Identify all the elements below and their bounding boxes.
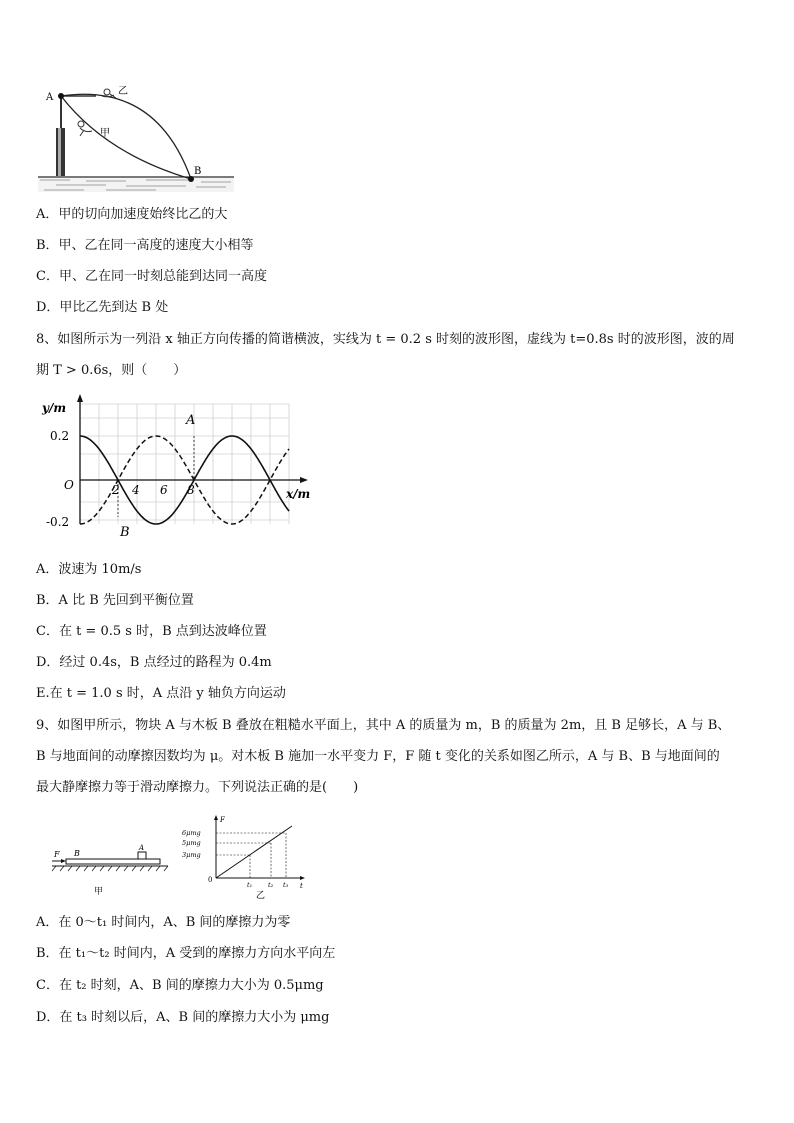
q9-option-d: D．在 t₃ 时刻以后，A、B 间的摩擦力大小为 μmg — [36, 1010, 330, 1025]
q9-option-b: B．在 t₁～t₂ 时间内，A 受到的摩擦力方向水平向左 — [36, 946, 336, 961]
force-time-graph — [180, 812, 310, 900]
y-tick-bottom: -0.2 — [46, 515, 70, 529]
x-tick-4: 4 — [132, 483, 140, 497]
q9-stem-line1: 9、如图甲所示，物块 A 与木板 B 叠放在粗糙水平面上，其中 A 的质量为 m，B 的质量为 2m，且 B 足够长，A 与 B、 — [36, 718, 731, 733]
q8-option-b: B．A 比 B 先回到平衡位置 — [36, 593, 194, 608]
q9-option-c: C．在 t₂ 时刻，A、B 间的摩擦力大小为 0.5μmg — [36, 978, 324, 993]
block-A-label: A — [139, 844, 145, 852]
q9-stem-line2: B 与地面间的动摩擦因数均为 μ。对木板 B 施加一水平变力 F，F 随 t 变化的关系如图乙所示，A 与 B、B 与地面间的 — [36, 749, 720, 764]
point-A-label: A — [186, 413, 196, 428]
q9-option-a: A．在 0～t₁ 时间内，A、B 间的摩擦力为零 — [36, 915, 291, 930]
tick-t3: t₃ — [283, 881, 289, 889]
axis-F-label: F — [220, 816, 225, 824]
block-board-figure — [50, 842, 170, 898]
person-jia-icon — [78, 121, 92, 136]
origin-zero: 0 — [208, 876, 213, 884]
tick-t2: t₂ — [268, 881, 274, 889]
fig-jia-caption: 甲 — [94, 887, 104, 897]
q8-option-d: D．经过 0.4s，B 点经过的路程为 0.4m — [36, 655, 272, 670]
person-yi-icon — [102, 89, 116, 98]
slide-figure — [36, 84, 236, 192]
label-A: A — [46, 92, 54, 103]
fig-yi-caption: 乙 — [256, 891, 266, 900]
tick-6umg: 6μmg — [182, 829, 201, 837]
q8-option-c: C．在 t = 0.5 s 时，B 点到达波峰位置 — [36, 624, 267, 639]
q8-option-a: A．波速为 10m/s — [36, 562, 142, 577]
origin-label: O — [64, 478, 74, 492]
q8-stem-line2: 期 T > 0.6s，则（ ） — [36, 363, 187, 378]
q7-option-a: A．甲的切向加速度始终比乙的大 — [36, 207, 228, 222]
axis-t-label: t — [300, 882, 303, 890]
q8-stem-line1: 8、如图所示为一列沿 x 轴正方向传播的简谐横波，实线为 t = 0.2 s 时刻的波形图，虚线为 t=0.8s 时的波形图，波的周 — [36, 332, 735, 347]
x-axis-label: x/m — [286, 487, 311, 501]
y-tick-top: 0.2 — [50, 429, 70, 443]
x-tick-2: 2 — [112, 483, 120, 497]
q7-option-c: C．甲、乙在同一时刻总能到达同一高度 — [36, 269, 267, 284]
q7-option-b: B．甲、乙在同一高度的速度大小相等 — [36, 238, 254, 253]
tick-3umg: 3μmg — [182, 851, 201, 859]
label-yi: 乙 — [118, 86, 128, 97]
x-tick-6: 6 — [160, 483, 168, 497]
y-axis-label: y/m — [42, 401, 67, 415]
tick-t1: t₁ — [247, 881, 253, 889]
q9-stem-line3: 最大静摩擦力等于滑动摩擦力。下列说法正确的是( ) — [36, 780, 359, 795]
label-B: B — [194, 166, 202, 177]
tick-5umg: 5μmg — [182, 839, 201, 847]
q7-option-d: D．甲比乙先到达 B 处 — [36, 300, 169, 315]
force-F-label: F — [54, 850, 60, 859]
point-B-label: B — [120, 525, 130, 540]
q8-option-e: E.在 t = 1.0 s 时，A 点沿 y 轴负方向运动 — [36, 686, 286, 701]
board-B-label: B — [74, 849, 80, 858]
wave-graph — [36, 392, 326, 542]
x-tick-8: 8 — [187, 483, 195, 497]
label-jia: 甲 — [100, 128, 110, 139]
